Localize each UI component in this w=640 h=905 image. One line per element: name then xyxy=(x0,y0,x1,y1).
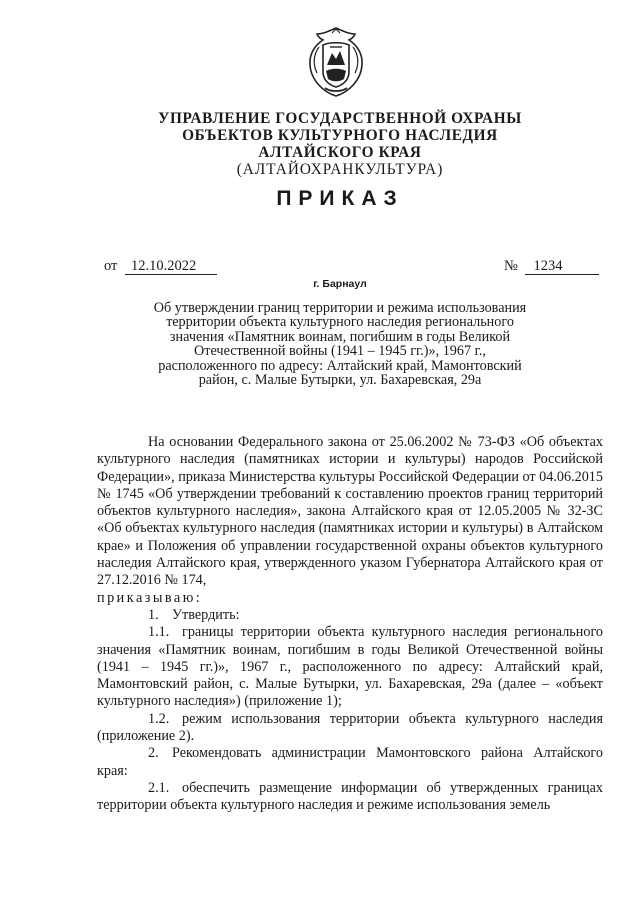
item-text: режим использования территории объекта культурного наследия (приложение 2). xyxy=(97,710,603,745)
list-item xyxy=(97,711,603,746)
item-number: 2. xyxy=(148,745,159,762)
document-body xyxy=(97,434,603,815)
subject-line: расположенного по адресу: Алтайский край, Мамонтовский xyxy=(158,357,522,374)
item-text: обеспечить размещение информации об утвержденных границах территории объекта культурного наследия и режиме использования земель xyxy=(97,779,603,814)
item-text: Утвердить: xyxy=(172,606,240,623)
date-value: 12.10.2022 xyxy=(125,259,217,275)
subject-line: значения «Памятник воинам, погибшим в годы Великой xyxy=(169,328,511,345)
document-title: ПРИКАЗ xyxy=(276,187,404,210)
subject-line: Об утверждении границ территории и режима использования xyxy=(153,300,527,316)
document-subject xyxy=(130,301,550,387)
org-name-line-2: ОБЪЕКТОВ КУЛЬТУРНОГО НАСЛЕДИЯ xyxy=(182,127,498,144)
item-number: 1.2. xyxy=(148,710,170,727)
org-name-line-3: АЛТАЙСКОГО КРАЯ xyxy=(258,144,422,161)
subject-line: территории объекта культурного наследия регионального xyxy=(166,314,514,331)
city-name: г. Барнаул xyxy=(313,278,367,290)
number-prefix: № xyxy=(504,258,518,274)
subject-line: Отечественной войны (1941 – 1945 гг.)», 1967 г., xyxy=(194,343,486,360)
coat-of-arms-emblem xyxy=(299,25,373,99)
item-text: Рекомендовать администрации Мамонтовского района Алтайского края: xyxy=(97,745,603,779)
order-word: приказываю: xyxy=(97,589,203,606)
subject-line: район, с. Малые Бутырки, ул. Бахаревская, 29а xyxy=(198,372,482,389)
list-item xyxy=(97,607,603,624)
list-item xyxy=(97,780,603,815)
item-number: 1.1. xyxy=(148,624,170,641)
item-number: 1. xyxy=(148,606,159,623)
item-text: границы территории объекта культурного наследия регионального значения «Памятник воинам, погибшим в годы Великой Отечественной войны (1941 – 1945 гг.)», 1967 г., расположенного по адресу: Алтайский край, Мамонтовский район, с. Малые Бутырки, ул. Бахаревская, 29а (далее – «объект культурного наследия») (приложение 1); xyxy=(97,624,603,710)
org-short-name: (АЛТАЙОХРАНКУЛЬТУРА) xyxy=(236,161,444,178)
item-number: 2.1. xyxy=(148,779,170,796)
list-item xyxy=(97,745,603,780)
order-number-field xyxy=(504,258,599,275)
date-prefix: от xyxy=(104,258,118,274)
list-item xyxy=(97,624,603,710)
org-name-line-1: УПРАВЛЕНИЕ ГОСУДАРСТВЕННОЙ ОХРАНЫ xyxy=(158,110,522,127)
date-field xyxy=(104,258,217,275)
preamble-paragraph: На основании Федерального закона от 25.06.2002 № 73-ФЗ «Об объектах культурного наследия (памятниках истории и культуры) народов Российской Федерации», приказа Министерства культуры Российской Федерации от 04.06.2015 № 1745 «Об утверждении требований к составлению проектов границ территорий объектов культурного наследия», закона Алтайского края от 12.05.2005 № 32-ЗС «Об объектах культурного наследия (памятниках истории и культуры) в Алтайском крае» и Положения об управлении государственной охраны объектов культурного наследия Алтайского края, утвержденного указом Губернатора Алтайского края от 27.12.2016 № 174, xyxy=(97,434,603,589)
order-number-value: 1234 xyxy=(525,259,599,275)
